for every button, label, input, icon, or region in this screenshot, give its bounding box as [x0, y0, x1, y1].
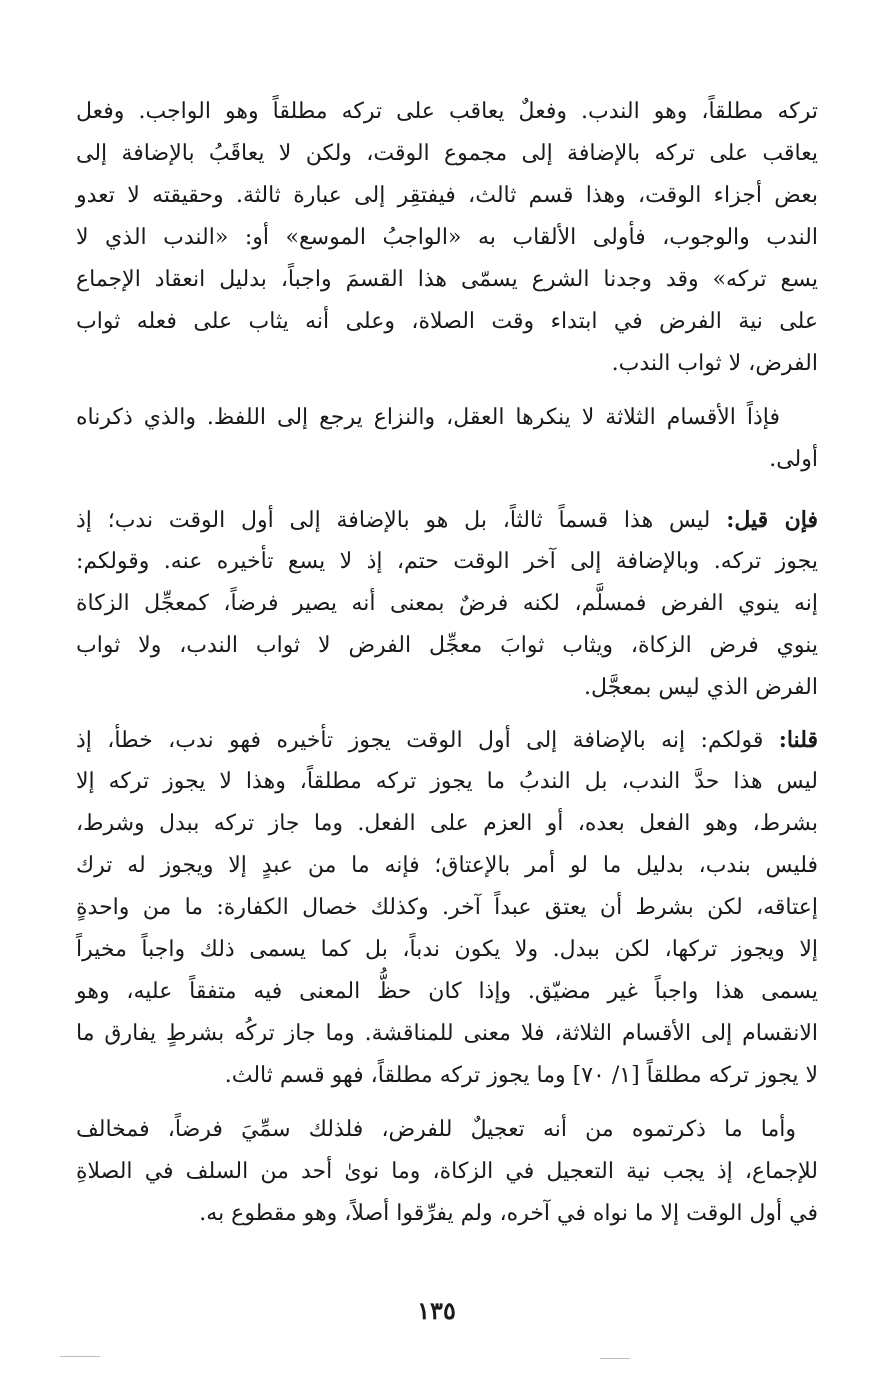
text-line: لا يجوز تركه مطلقاً [١/ ٧٠] وما يجوز تركه مطلقاً، فهو قسم ثالث. — [224, 1063, 818, 1088]
text-line: يجوز تركه. وبالإضافة إلى آخر الوقت حتم، إذ لا يسع تأخيره عنه. وقولكم: — [76, 549, 818, 574]
text-line: الانقسام إلى الأقسام الثلاثة، فلا معنى للمناقشة. وما جاز تركُه بشرطٍ يفارق ما — [76, 1021, 818, 1046]
scan-speck — [60, 1356, 100, 1357]
text-line: فليس بندب، بدليل ما لو أمر بالإعتاق؛ فإنه ما من عبدٍ إلا ويجوز له ترك — [76, 853, 818, 878]
text-line: الفرض، لا ثواب الندب. — [611, 351, 818, 376]
text-line: الفرض الذي ليس بمعجَّل. — [584, 675, 818, 700]
text-line: أولى. — [769, 447, 818, 472]
text-line: يسمى هذا واجباً غير مضيّق. وإذا كان حظُّ المعنى فيه متفقاً عليه، وهو — [76, 979, 818, 1004]
text-line: تركه مطلقاً، وهو الندب. وفعلٌ يعاقب على تركه مطلقاً وهو الواجب. وفعل — [76, 99, 818, 124]
text-line: إعتاقه، لكن بشرط أن يعتق عبداً آخر. وكذلك خصال الكفارة: ما من واحدةٍ — [76, 895, 818, 920]
text-line — [76, 500, 818, 540]
text-line: بشرط، وهو الفعل بعده، أو العزم على الفعل. وما جاز تركه ببدل وشرط، — [76, 811, 818, 836]
text-line: على نية الفرض في ابتداء وقت الصلاة، وعلى أنه يثاب على فعله ثواب — [76, 309, 818, 334]
line-rest: ليس هذا قسماً ثالثاً، بل هو بالإضافة إلى أول الوقت ندب؛ إذ — [76, 508, 727, 533]
lead-term: قلنا: — [778, 727, 818, 753]
text-line: وأما ما ذكرتموه من أنه تعجيلٌ للفرض، فلذلك سمِّيَ فرضاً، فمخالف — [76, 1117, 796, 1142]
line-rest: قولكم: إنه بالإضافة إلى أول الوقت يجوز تأخيره فهو ندب، خطأ، إذ — [76, 728, 779, 753]
text-line: فإذاً الأقسام الثلاثة لا ينكرها العقل، والنزاع يرجع إلى اللفظ. والذي ذكرناه — [76, 405, 780, 430]
lead-term: فإن قيل: — [726, 507, 818, 533]
text-line: الندب والوجوب، فأولى الألقاب به «الواجبُ الموسع» أو: «الندب الذي لا — [76, 225, 818, 250]
text-line: ليس هذا حدَّ الندب، بل الندبُ ما يجوز تركه مطلقاً، وهذا لا يجوز تركه إلا — [76, 769, 818, 794]
text-line: في أول الوقت إلا ما نواه في آخره، ولم يفرِّقوا أصلاً، وهو مقطوع به. — [199, 1201, 818, 1226]
text-line: بعض أجزاء الوقت، وهذا قسم ثالث، فيفتقِر إلى عبارة ثالثة. وحقيقته لا تعدو — [76, 183, 818, 208]
text-line: إلا ويجوز تركها، لكن ببدل. ولا يكون ندباً، بل كما يسمى ذلك واجباً مخيراً — [76, 937, 818, 962]
scan-speck — [600, 1358, 630, 1359]
text-line: يعاقب على تركه بالإضافة إلى مجموع الوقت، ولكن لا يعاقَبُ بالإضافة إلى — [76, 141, 818, 166]
page-number: ١٣٥ — [417, 1296, 456, 1325]
text-line: يسع تركه» وقد وجدنا الشرع يسمّى هذا القسمَ واجباً، بدليل انعقاد الإجماع — [76, 267, 818, 292]
text-line: إنه ينوي الفرض فمسلَّم، لكنه فرضٌ بمعنى أنه يصير فرضاً، كمعجِّل الزكاة — [76, 591, 818, 616]
text-line: ينوي فرض الزكاة، ويثاب ثوابَ معجِّل الفرض لا ثواب الندب، ولا ثواب — [76, 633, 818, 658]
text-line: للإجماع، إذ يجب نية التعجيل في الزكاة، وما نوىٰ أحد من السلف في الصلاةِ — [76, 1159, 818, 1184]
text-line — [76, 720, 818, 760]
